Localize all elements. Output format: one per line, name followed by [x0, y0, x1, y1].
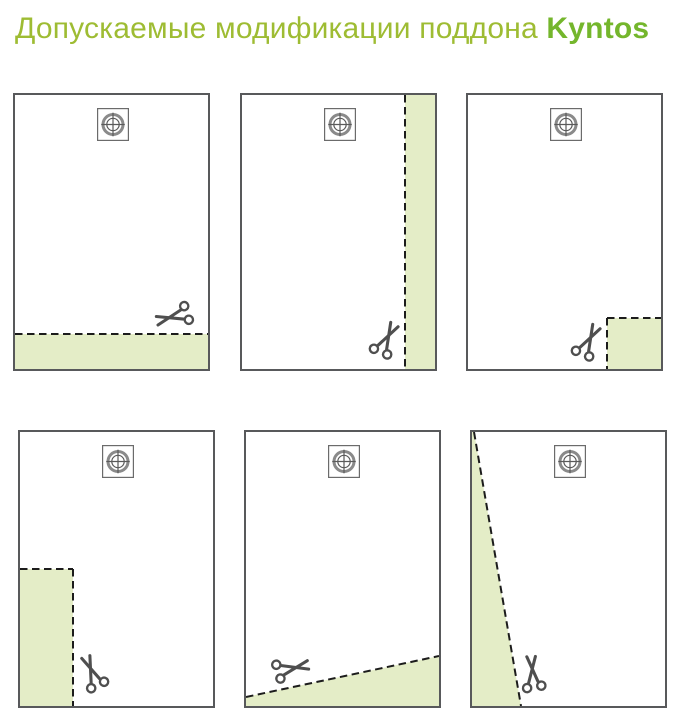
scissors-icon [368, 319, 403, 360]
brand-name: Kyntos [546, 12, 650, 45]
cut-away-area [246, 656, 439, 706]
page-title [15, 12, 649, 46]
cut-away-area [607, 318, 661, 369]
drain-icon [325, 109, 356, 141]
tray-drawing [472, 432, 665, 706]
tray-drawing [246, 432, 439, 706]
page-title-text: Допускаемые модификации поддона [15, 12, 547, 45]
scissors-icon [154, 301, 194, 333]
scissors-icon [570, 321, 605, 362]
tray-drawing [15, 95, 208, 369]
panel-diagonal-cut-left [470, 430, 667, 708]
panel-trim-right-strip [240, 93, 437, 371]
panel-diagonal-cut-bottom [244, 430, 441, 708]
drain-icon [98, 109, 129, 141]
panel-trim-bottom-strip [13, 93, 210, 371]
panel-cut-bottom-right-corner [466, 93, 663, 371]
tray-drawing [20, 432, 213, 706]
scissors-icon [271, 653, 311, 684]
cut-away-area [15, 334, 208, 369]
drain-icon [103, 446, 134, 478]
panel-trim-lower-left-strip [18, 430, 215, 708]
drain-icon [555, 446, 586, 478]
scissors-icon [74, 652, 109, 693]
drain-icon [329, 446, 360, 478]
scissors-icon [519, 655, 546, 693]
tray-drawing [242, 95, 435, 369]
drain-icon [551, 109, 582, 141]
cut-away-area [20, 569, 73, 706]
tray-drawing [468, 95, 661, 369]
cut-away-area [405, 95, 435, 369]
